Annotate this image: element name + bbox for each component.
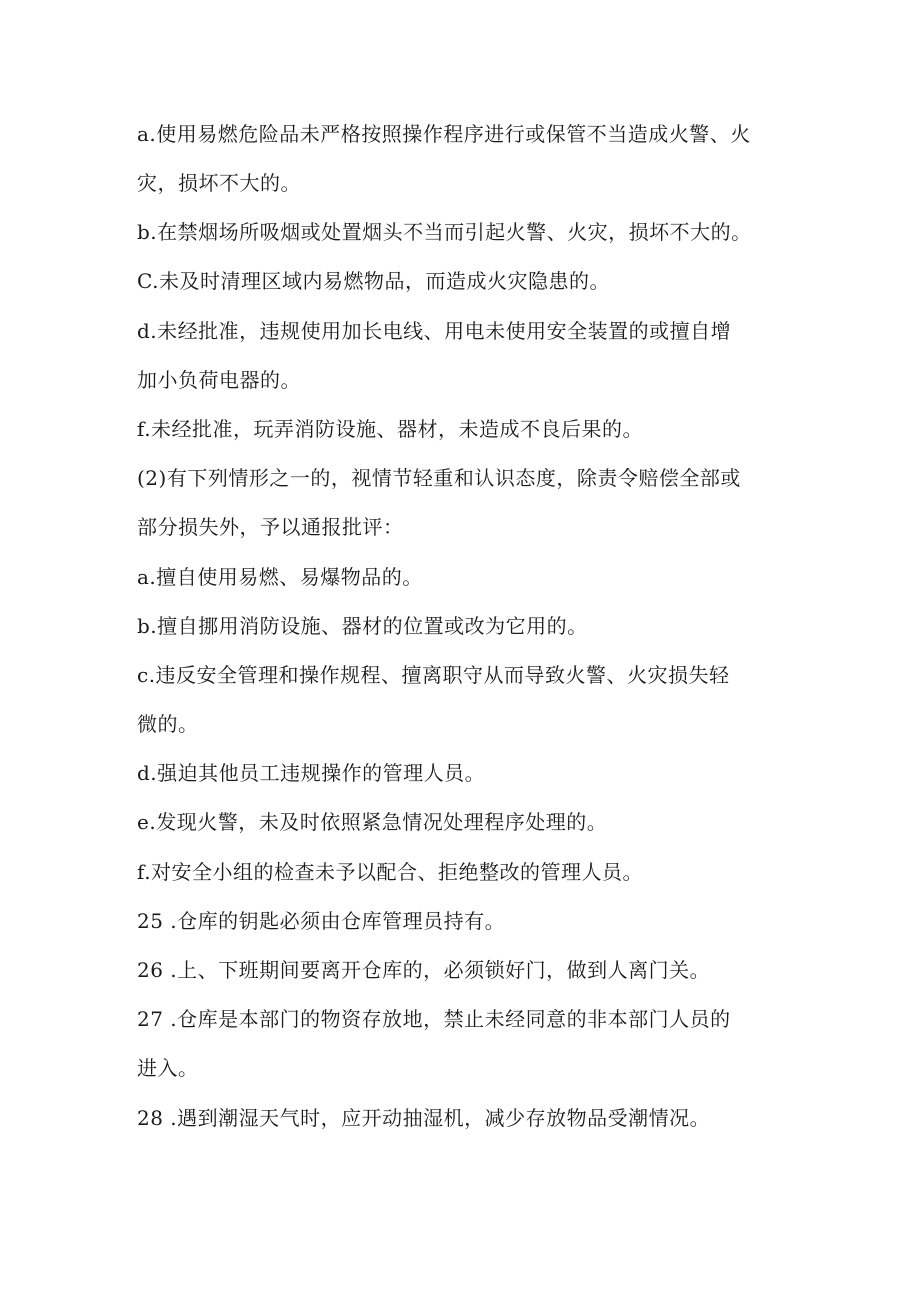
text-line: 27 .仓库是本部门的物资存放地，禁止未经同意的非本部门人员的 bbox=[137, 1007, 731, 1031]
text-line: f.对安全小组的检查未予以配合、拒绝整改的管理人员。 bbox=[137, 860, 644, 884]
text-line: b.擅自挪用消防设施、器材的位置或改为它用的。 bbox=[137, 614, 588, 638]
text-line: b.在禁烟场所吸烟或处置烟头不当而引起火警、火灾，损坏不大的。 bbox=[137, 220, 752, 244]
text-line: d.未经批准，违规使用加长电线、用电未使用安全装置的或擅自增 bbox=[137, 319, 732, 343]
text-line: 26 .上、下班期间要离开仓库的，必须锁好门，做到人离门关。 bbox=[137, 958, 711, 982]
text-line: 25 .仓库的钥匙必须由仓库管理员持有。 bbox=[137, 909, 506, 933]
text-line: f.未经批准，玩弄消防设施、器材，未造成不良后果的。 bbox=[137, 417, 644, 441]
text-line: a.使用易燃危险品未严格按照操作程序进行或保管不当造成火警、火 bbox=[137, 122, 751, 146]
text-line: 加小负荷电器的。 bbox=[137, 368, 301, 392]
text-line: 灾，损坏不大的。 bbox=[137, 171, 301, 195]
text-line: 部分损失外，予以通报批评： bbox=[137, 515, 404, 539]
text-line: 28 .遇到潮湿天气时，应开动抽湿机，减少存放物品受潮情况。 bbox=[137, 1106, 711, 1130]
text-line: 进入。 bbox=[137, 1056, 199, 1080]
text-line: C.未及时清理区域内易燃物品，而造成火灾隐患的。 bbox=[137, 269, 610, 293]
text-line: e.发现火警，未及时依照紧急情况处理程序处理的。 bbox=[137, 810, 608, 834]
text-line: d.强迫其他员工违规操作的管理人员。 bbox=[137, 761, 486, 785]
text-line: (2)有下列情形之一的，视情节轻重和认识态度，除责令赔偿全部或 bbox=[137, 466, 741, 490]
text-line: c.违反安全管理和操作规程、擅离职守从而导致火警、火灾损失轻 bbox=[137, 663, 730, 687]
text-line: a.擅自使用易燃、易爆物品的。 bbox=[137, 565, 423, 589]
text-line: 微的。 bbox=[137, 712, 199, 736]
